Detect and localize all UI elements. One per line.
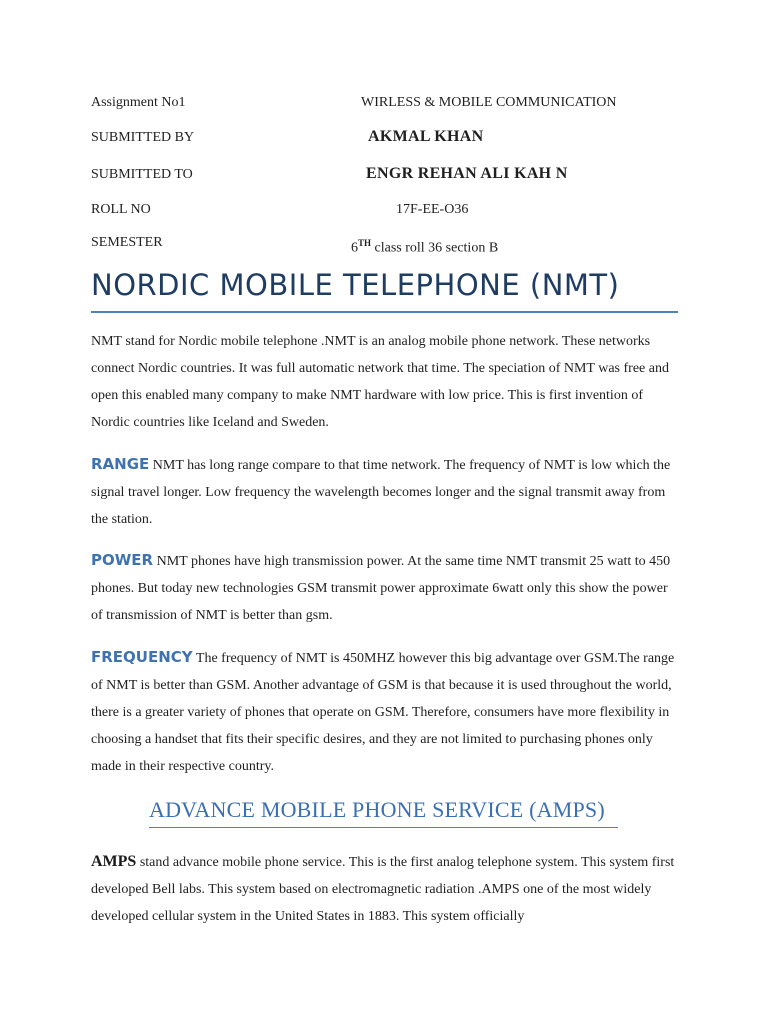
amps-paragraph [91,848,681,930]
range-text: NMT has long range compare to that time network. The frequency of NMT is low which the signal travel longer. Low frequency the wavelength becomes longer and the signal transmit away from the station. [91,458,671,527]
frequency-text: The frequency of NMT is 450MHZ however this big advantage over GSM.The range of NMT is better than GSM. Another advantage of GSM is that because it is used throughout the world, there is a greater variety of phones that operate on GSM. Therefore, consumers have more flexibility in choosing a handset that fits their specific desires, and they are not limited to purchasing phones only made in their respective country. [91,651,675,774]
page-title: NORDIC MOBILE TELEPHONE (NMT) [91,268,620,302]
semester-details: class roll 36 section B [371,240,499,256]
roll-value: 17F-EE-O36 [396,202,469,217]
course-name: WIRLESS & MOBILE COMMUNICATION [361,95,617,110]
intro-text: NMT stand for Nordic mobile telephone .NMT is an analog mobile phone network. These networks connect Nordic countries. It was full automatic network that time. The speciation of NMT was free and open this enabled many company to make NMT hardware with low price. This is first invention of Nordic countries like Iceland and Sweden. [91,334,669,430]
range-paragraph [91,451,681,533]
semester-number: 6 [351,240,358,256]
frequency-paragraph [91,644,681,780]
submitted-by-label: SUBMITTED BY [91,130,195,145]
title-underline [91,311,678,313]
submitted-by-value: AKMAL KHAN [368,128,484,145]
frequency-heading: FREQUENCY [91,648,193,666]
intro-paragraph [91,328,681,436]
power-text: NMT phones have high transmission power. At the same time NMT transmit 25 watt to 450 phones. But today new technologies GSM transmit power approximate 6watt only this show the power of transmission of NMT is better than gsm. [91,554,671,623]
power-heading: POWER [91,551,154,569]
assignment-label: Assignment No1 [91,95,186,110]
semester-label: SEMESTER [91,235,163,250]
semester-suffix: TH [358,238,372,248]
range-heading: RANGE [91,455,150,473]
amps-section-title: ADVANCE MOBILE PHONE SERVICE (AMPS) [149,797,605,822]
amps-heading: AMPS [91,853,137,870]
roll-label: ROLL NO [91,202,151,217]
amps-text: stand advance mobile phone service. This is the first analog telephone system. This system first developed Bell labs. This system based on electromagnetic radiation .AMPS one of the most widely developed cellular system in the United States in 1883. This system officially [91,855,675,924]
power-paragraph [91,547,681,629]
submitted-to-label: SUBMITTED TO [91,167,193,182]
semester-value [351,234,498,258]
submitted-to-value: ENGR REHAN ALI KAH N [366,165,568,182]
amps-title-underline [149,827,618,828]
